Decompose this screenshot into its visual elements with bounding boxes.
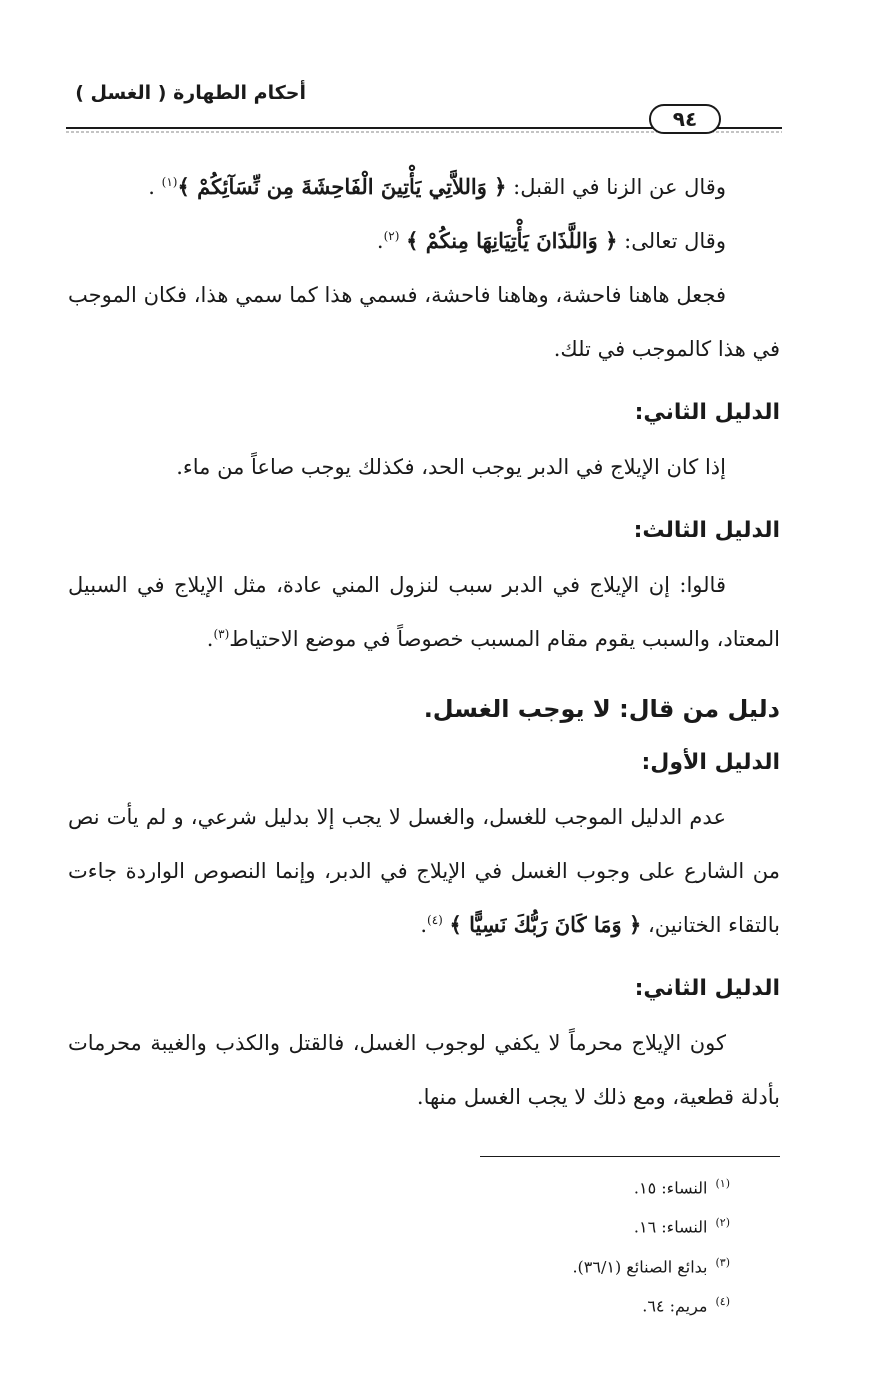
quran-verse: ﴿ وَمَا كَانَ رَبُّكَ نَسِيًّا ﴾ [449,912,642,937]
section-heading: الدليل الثاني: [634,976,780,1001]
page-number: ٩٤ [672,107,698,131]
footnote-4: $^{(٤)}$مريم: ٦٤. [642,1294,730,1316]
footnote-2: $^{(٢)}$النساء: ١٦. [633,1216,730,1237]
footnote-ref: (٣) [213,627,230,641]
section-heading: الدليل الثاني: [634,400,780,425]
footnote-ref: (١) [161,175,178,189]
footnotes [400,1166,730,1323]
major-heading: دليل من قال: لا يوجب الغسل. [423,695,780,723]
paragraph-5: قالوا: إن الإيلاج في الدبر سبب لنزول المني عادة، مثل الإيلاج في السبيل المعتاد، والسبب يقوم مقام المسبب خصوصاً في موضع الاحتياط$^{(٣)}$. [68,573,780,651]
paragraph-6: عدم الدليل الموجب للغسل، والغسل لا يجب إلا بدليل شرعي، و لم يأت نص من الشارع على وجوب الغسل في الإيلاج في الدبر، وإنما النصوص الواردة جاءت بالتقاء الختانين، ﴿ وَمَا كَانَ رَبُّكَ نَسِيًّا ﴾ $^{(٤)}$. [68,805,780,937]
paragraph-2: وقال تعالى: ﴿ وَاللَّذَانَ يَأْتِيَانِهَا مِنكُمْ ﴾ $^{(٢)}$. [376,228,726,253]
paragraph-1: وقال عن الزنا في القبل: ﴿ وَاللاَّتِي يَأْتِينَ الْفَاحِشَةَ مِن نِّسَآئِكُمْ ﴾$^{(١)}$ . [148,174,726,199]
paragraph-4: إذا كان الإيلاج في الدبر يوجب الحد، فكذلك يوجب صاعاً من ماء. [176,455,726,479]
running-title: أحكام الطهارة ( الغسل ) [75,82,306,104]
paragraph-7: كون الإيلاج محرماً لا يكفي لوجوب الغسل، فالقتل والكذب والغيبة محرمات بأدلة قطعية، ومع ذلك لا يجب الغسل منها. [68,1031,780,1109]
footnote-1: $^{(١)}$النساء: ١٥. [633,1177,730,1198]
section-heading: الدليل الأول: [641,750,780,775]
footnote-ref: (٢) [383,229,400,243]
footnote-ref: (٤) [427,913,443,927]
paragraph-3: فجعل هاهنا فاحشة، وهاهنا فاحشة، فسمي هذا كما سمي هذا، فكان الموجب في هذا كالموجب في تلك. [68,283,780,361]
footnote-3: $^{(٣)}$بدائع الصنائع (٣٦/١). [572,1255,730,1276]
quran-verse: ﴿ وَاللَّذَانَ يَأْتِيَانِهَا مِنكُمْ ﴾ [406,228,618,253]
quran-verse: ﴿ وَاللاَّتِي يَأْتِينَ الْفَاحِشَةَ مِن نِّسَآئِكُمْ ﴾ [177,174,507,199]
section-heading: الدليل الثالث: [633,518,780,543]
footnote-separator [480,1156,780,1157]
main-text [68,160,780,1124]
